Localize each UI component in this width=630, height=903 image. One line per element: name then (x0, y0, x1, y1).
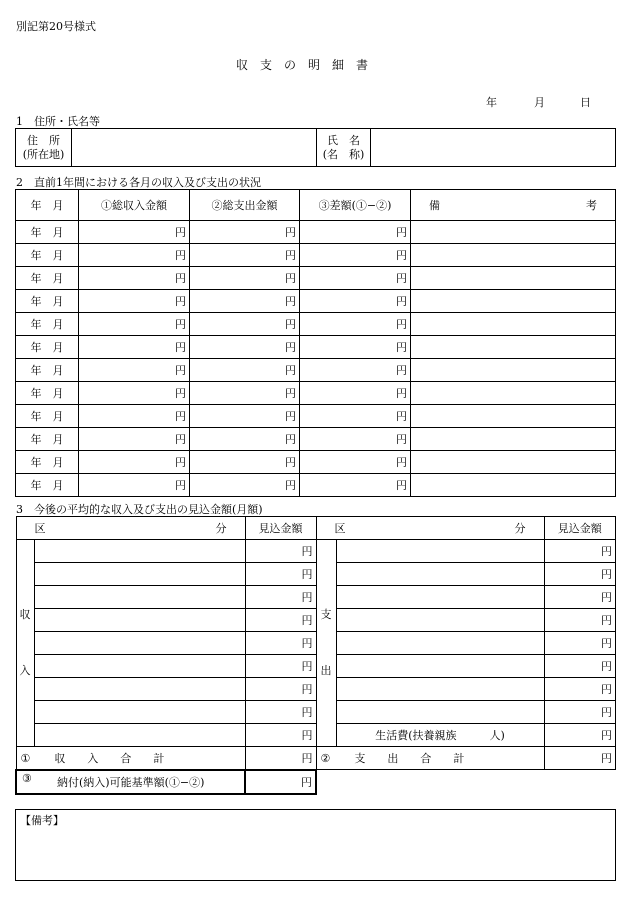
monthly-table (15, 189, 616, 497)
income-cell[interactable]: 円 (79, 474, 190, 497)
difference-cell[interactable]: 円 (300, 313, 411, 336)
kubun-header-right: 区 分 (316, 517, 544, 540)
expense-cell[interactable]: 円 (190, 267, 300, 290)
row-year-month: 年 月 (16, 428, 79, 451)
address-field[interactable] (72, 129, 317, 167)
income-cell[interactable]: 円 (79, 244, 190, 267)
row-year-month: 年 月 (16, 359, 79, 382)
difference-cell[interactable]: 円 (300, 336, 411, 359)
income-amount[interactable]: 円 (245, 563, 316, 586)
difference-cell[interactable]: 円 (300, 405, 411, 428)
month-row (16, 244, 616, 267)
forecast-row (16, 586, 616, 609)
remarks-box[interactable] (15, 809, 616, 881)
remarks-cell[interactable] (411, 474, 616, 497)
income-amount[interactable]: 円 (245, 632, 316, 655)
section2-heading: 2 直前1年間における各月の収入及び支出の状況 (16, 176, 261, 189)
month-row (16, 405, 616, 428)
col-year-month: 年 月 (16, 190, 79, 221)
expense-cell[interactable]: 円 (190, 359, 300, 382)
total-income-amount[interactable]: 円 (245, 747, 316, 770)
expense-item[interactable] (336, 655, 544, 678)
expense-amount[interactable]: 円 (544, 724, 616, 747)
forecast-row (16, 632, 616, 655)
income-cell[interactable]: 円 (79, 313, 190, 336)
income-cell[interactable]: 円 (79, 267, 190, 290)
col-total-income: ①総収入金額 (79, 190, 190, 221)
expense-amount[interactable]: 円 (544, 701, 616, 724)
difference-cell[interactable]: 円 (300, 359, 411, 382)
col-remarks: 備 考 (411, 190, 616, 221)
remarks-cell[interactable] (411, 451, 616, 474)
income-cell[interactable]: 円 (79, 382, 190, 405)
income-amount[interactable]: 円 (245, 678, 316, 701)
kubun-header-left: 区 分 (16, 517, 245, 540)
row-year-month: 年 月 (16, 336, 79, 359)
income-item[interactable] (34, 586, 245, 609)
income-amount[interactable]: 円 (245, 655, 316, 678)
forecast-row (16, 540, 616, 563)
month-row (16, 451, 616, 474)
expense-cell[interactable]: 円 (190, 382, 300, 405)
section1-heading: 1 住所・氏名等 (16, 115, 100, 128)
income-cell[interactable]: 円 (79, 221, 190, 244)
row-year-month: 年 月 (16, 382, 79, 405)
expense-cell[interactable]: 円 (190, 428, 300, 451)
month-row (16, 221, 616, 244)
expense-cell[interactable]: 円 (190, 221, 300, 244)
remarks-cell[interactable] (411, 382, 616, 405)
remarks-cell[interactable] (411, 244, 616, 267)
payable-label: 納付(納入)可能基準額(①−②) (16, 770, 245, 794)
total-expense-amount[interactable]: 円 (544, 747, 616, 770)
row-year-month: 年 月 (16, 290, 79, 313)
remarks-cell[interactable] (411, 359, 616, 382)
expense-item[interactable] (336, 701, 544, 724)
difference-cell[interactable]: 円 (300, 382, 411, 405)
name-label: 氏 名 (名 称) (317, 129, 371, 167)
expense-item[interactable] (336, 563, 544, 586)
income-cell[interactable]: 円 (79, 451, 190, 474)
expense-item[interactable] (336, 678, 544, 701)
page-title: 収 支 の 明 細 書 (236, 58, 369, 72)
row-year-month: 年 月 (16, 313, 79, 336)
income-amount[interactable]: 円 (245, 609, 316, 632)
forecast-row (16, 678, 616, 701)
expense-amount[interactable]: 円 (544, 678, 616, 701)
expense-item[interactable] (336, 609, 544, 632)
form-number: 別記第20号様式 (16, 20, 96, 33)
expense-item[interactable] (336, 586, 544, 609)
difference-cell[interactable]: 円 (300, 267, 411, 290)
difference-cell[interactable]: 円 (300, 244, 411, 267)
payable-number: ③ (22, 772, 32, 785)
expense-cell[interactable]: 円 (190, 474, 300, 497)
forecast-row (16, 563, 616, 586)
month-row (16, 382, 616, 405)
expense-item[interactable] (336, 540, 544, 563)
month-row (16, 359, 616, 382)
income-cell[interactable]: 円 (79, 428, 190, 451)
month-row (16, 313, 616, 336)
remarks-cell[interactable] (411, 428, 616, 451)
income-amount[interactable]: 円 (245, 701, 316, 724)
remarks-cell[interactable] (411, 221, 616, 244)
expense-cell[interactable]: 円 (190, 405, 300, 428)
forecast-row (16, 701, 616, 724)
row-year-month: 年 月 (16, 267, 79, 290)
forecast-row (16, 609, 616, 632)
income-item[interactable] (34, 540, 245, 563)
col-total-expense: ②総支出金額 (190, 190, 300, 221)
expense-item[interactable] (336, 632, 544, 655)
income-item[interactable] (34, 678, 245, 701)
income-amount[interactable]: 円 (245, 724, 316, 747)
totals-row (16, 747, 616, 770)
income-item[interactable] (34, 724, 245, 747)
income-cell[interactable]: 円 (79, 405, 190, 428)
name-field[interactable] (371, 129, 616, 167)
expense-amount[interactable]: 円 (544, 586, 616, 609)
mikomi-header-left: 見込金額 (245, 517, 316, 540)
income-item[interactable] (34, 563, 245, 586)
income-item[interactable] (34, 609, 245, 632)
month-row (16, 474, 616, 497)
row-year-month: 年 月 (16, 405, 79, 428)
payable-row (16, 770, 616, 794)
month-row (16, 336, 616, 359)
payable-amount[interactable]: 円 (245, 770, 316, 794)
row-year-month: 年 月 (16, 474, 79, 497)
address-label: 住 所 (所在地) (16, 129, 72, 167)
remarks-cell[interactable] (411, 267, 616, 290)
expense-amount[interactable]: 円 (544, 540, 616, 563)
expense-amount[interactable]: 円 (544, 655, 616, 678)
expense-cell[interactable]: 円 (190, 451, 300, 474)
forecast-table (15, 516, 616, 795)
expense-amount[interactable]: 円 (544, 632, 616, 655)
expense-amount[interactable]: 円 (544, 609, 616, 632)
row-year-month: 年 月 (16, 244, 79, 267)
difference-cell[interactable]: 円 (300, 221, 411, 244)
remarks-cell[interactable] (411, 405, 616, 428)
row-year-month: 年 月 (16, 451, 79, 474)
income-side-label: 収 入 (16, 540, 34, 747)
payable-empty (316, 770, 616, 794)
expense-amount[interactable]: 円 (544, 563, 616, 586)
living-expense-item[interactable]: 生活費(扶養親族 人) (336, 724, 544, 747)
date-year: 年 (486, 96, 497, 109)
difference-cell[interactable]: 円 (300, 474, 411, 497)
remarks-cell[interactable] (411, 313, 616, 336)
month-row (16, 290, 616, 313)
remarks-label: 【備考】 (20, 814, 64, 827)
date-day: 日 (580, 96, 591, 109)
income-item[interactable] (34, 655, 245, 678)
expense-cell[interactable]: 円 (190, 244, 300, 267)
forecast-row (16, 655, 616, 678)
section3-heading: 3 今後の平均的な収入及び支出の見込金額(月額) (16, 503, 263, 516)
income-cell[interactable]: 円 (79, 290, 190, 313)
total-income-label: ① 収 入 合 計 (16, 747, 245, 770)
date-month: 月 (534, 96, 545, 109)
expense-side-label: 支 出 (316, 540, 336, 747)
income-cell[interactable]: 円 (79, 359, 190, 382)
col-difference: ③差額(①−②) (300, 190, 411, 221)
month-row (16, 267, 616, 290)
income-amount[interactable]: 円 (245, 586, 316, 609)
month-row (16, 428, 616, 451)
difference-cell[interactable]: 円 (300, 451, 411, 474)
remarks-cell[interactable] (411, 336, 616, 359)
income-amount[interactable]: 円 (245, 540, 316, 563)
mikomi-header-right: 見込金額 (544, 517, 616, 540)
difference-cell[interactable]: 円 (300, 290, 411, 313)
address-name-table (15, 128, 616, 167)
income-cell[interactable]: 円 (79, 336, 190, 359)
income-item[interactable] (34, 701, 245, 724)
remarks-cell[interactable] (411, 290, 616, 313)
income-item[interactable] (34, 632, 245, 655)
forecast-row (16, 724, 616, 747)
total-expense-label: ② 支 出 合 計 (316, 747, 544, 770)
expense-cell[interactable]: 円 (190, 336, 300, 359)
expense-cell[interactable]: 円 (190, 313, 300, 336)
difference-cell[interactable]: 円 (300, 428, 411, 451)
expense-cell[interactable]: 円 (190, 290, 300, 313)
row-year-month: 年 月 (16, 221, 79, 244)
